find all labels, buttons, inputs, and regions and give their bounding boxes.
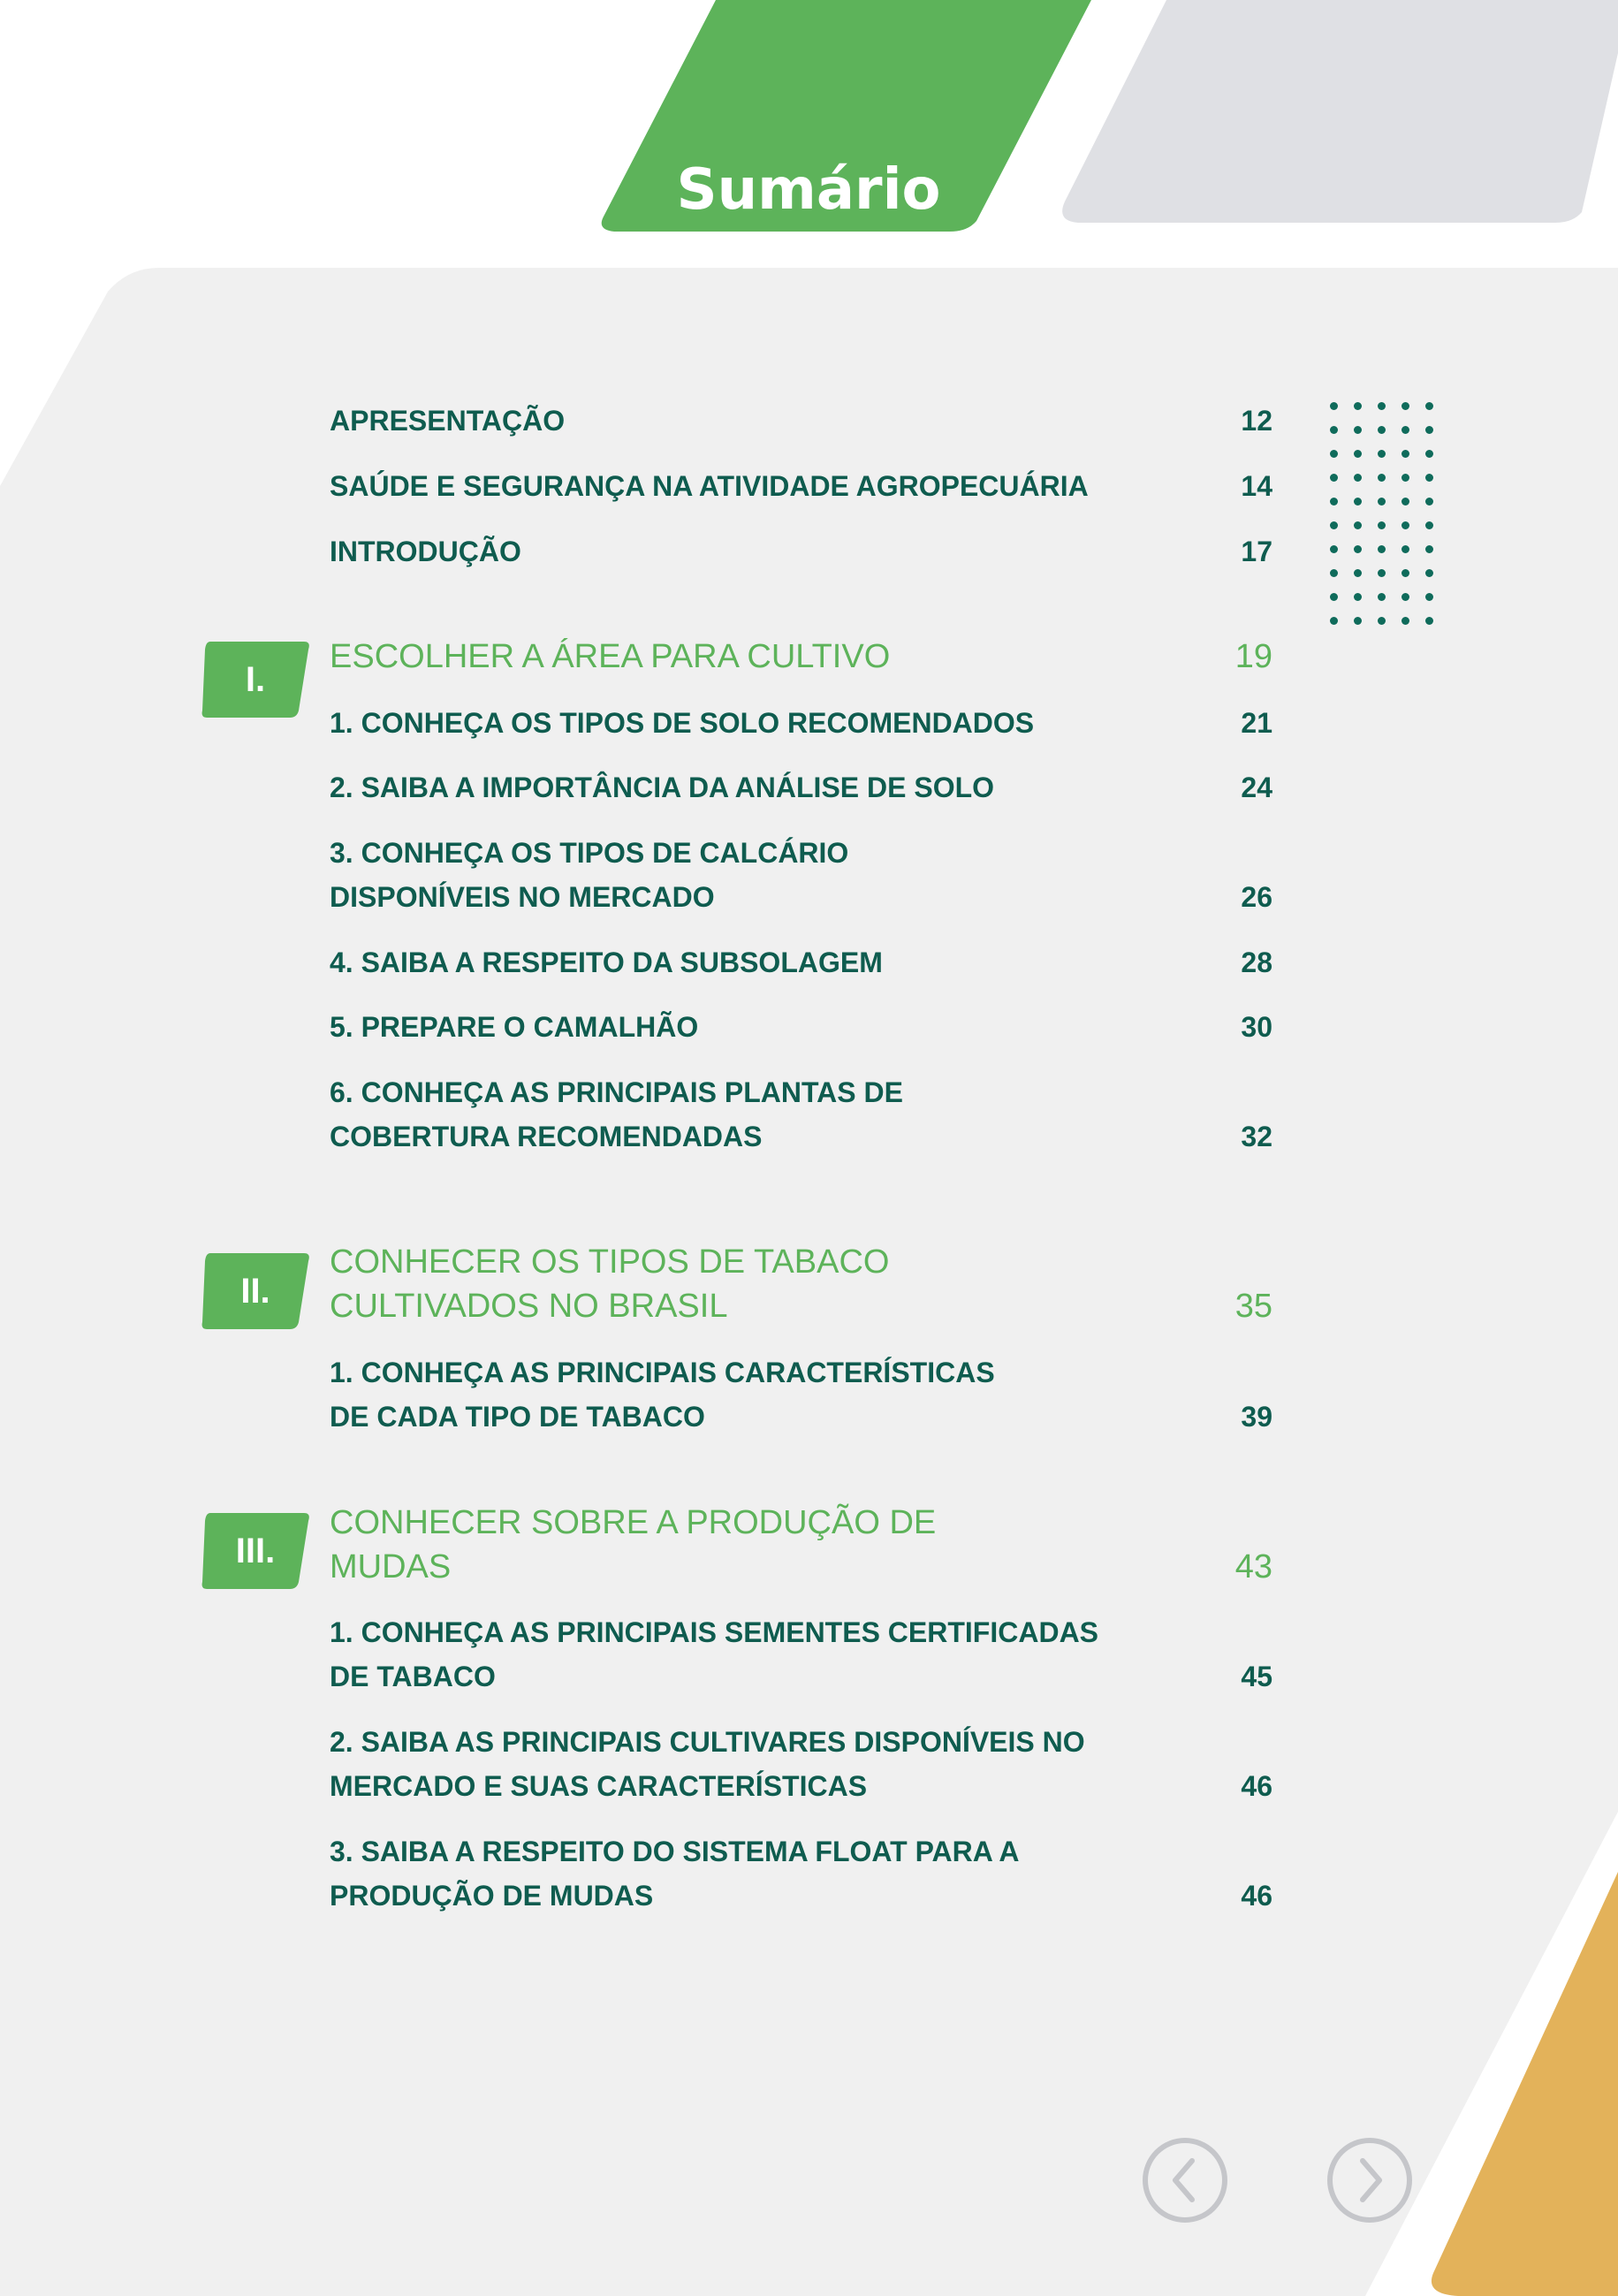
decor-dot <box>1354 498 1362 506</box>
toc-entry-saude-seguranca[interactable] <box>330 464 1272 508</box>
page-title: Sumário <box>676 157 941 223</box>
toc-entry-1-4[interactable] <box>330 940 1272 985</box>
toc-entry-label: INTRODUÇÃO <box>330 536 521 567</box>
toc-section-3[interactable] <box>330 1501 1272 1589</box>
toc-entry-label: 4. SAIBA A RESPEITO DA SUBSOLAGEM <box>330 947 883 978</box>
toc-entry-page: 14 <box>1241 470 1272 502</box>
decor-dot <box>1425 426 1433 434</box>
decor-dot <box>1402 498 1409 506</box>
toc-entry-page: 17 <box>1241 536 1272 567</box>
toc-entry-1-2[interactable] <box>330 765 1272 810</box>
decor-dot <box>1425 545 1433 553</box>
decor-dot <box>1425 569 1433 577</box>
toc-entry-page: 28 <box>1241 947 1272 978</box>
toc-entry-label: 1. CONHEÇA AS PRINCIPAIS CARACTERÍSTICAS DE CADA TIPO DE TABACO <box>330 1357 995 1433</box>
toc-section-page: 43 <box>1234 1548 1272 1585</box>
toc-entry-3-1[interactable] <box>330 1610 1272 1699</box>
toc-section-page: 19 <box>1234 638 1272 675</box>
toc-entry-label: 2. SAIBA A IMPORTÂNCIA DA ANÁLISE DE SOLO <box>330 772 995 803</box>
decor-dot <box>1330 402 1338 410</box>
toc-entry-2-1[interactable] <box>330 1350 1272 1439</box>
toc-entry-page: 39 <box>1241 1401 1272 1433</box>
decor-dot <box>1378 426 1386 434</box>
toc-section-1[interactable] <box>330 635 1272 679</box>
decor-dot <box>1354 426 1362 434</box>
decor-dot <box>1378 569 1386 577</box>
toc-entry-page: 46 <box>1241 1880 1272 1912</box>
toc-entry-page: 46 <box>1241 1770 1272 1802</box>
decor-dot <box>1378 617 1386 625</box>
toc-entry-label: 1. CONHEÇA AS PRINCIPAIS SEMENTES CERTIFICADAS DE TABACO <box>330 1616 1099 1692</box>
toc-section-title: ESCOLHER A ÁREA PARA CULTIVO <box>330 638 891 675</box>
decor-dot <box>1425 450 1433 458</box>
toc-entry-introducao[interactable] <box>330 529 1272 574</box>
toc-entry-page: 21 <box>1241 707 1272 739</box>
decor-dot <box>1402 426 1409 434</box>
toc-entry-page: 45 <box>1241 1661 1272 1692</box>
decor-dot <box>1425 617 1433 625</box>
toc-section-title: CONHECER SOBRE A PRODUÇÃO DE MUDAS <box>330 1504 937 1585</box>
decor-dot <box>1330 450 1338 458</box>
toc-entry-label: 5. PREPARE O CAMALHÃO <box>330 1011 699 1043</box>
dot-grid-decoration <box>1330 402 1436 625</box>
decor-dot <box>1330 569 1338 577</box>
decor-dot <box>1354 617 1362 625</box>
decor-dot <box>1330 545 1338 553</box>
decor-dot <box>1425 498 1433 506</box>
toc-entry-1-5[interactable] <box>330 1005 1272 1049</box>
toc-entry-3-3[interactable] <box>330 1829 1272 1918</box>
decor-dot <box>1378 593 1386 601</box>
toc-section-title: CONHECER OS TIPOS DE TABACO CULTIVADOS NO BRASIL <box>330 1243 890 1325</box>
decor-dot <box>1425 521 1433 529</box>
decor-dot <box>1330 474 1338 482</box>
decor-dot <box>1330 617 1338 625</box>
toc-entry-1-6[interactable] <box>330 1070 1272 1159</box>
toc-entry-label: 3. SAIBA A RESPEITO DO SISTEMA FLOAT PARA A PRODUÇÃO DE MUDAS <box>330 1836 1019 1912</box>
toc-entry-label: 6. CONHEÇA AS PRINCIPAIS PLANTAS DE COBERTURA RECOMENDADAS <box>330 1076 903 1152</box>
decor-dot <box>1330 593 1338 601</box>
decor-dot <box>1425 474 1433 482</box>
toc-section-page: 35 <box>1234 1288 1272 1325</box>
toc-entry-label: 2. SAIBA AS PRINCIPAIS CULTIVARES DISPONÍVEIS NO MERCADO E SUAS CARACTERÍSTICAS <box>330 1726 1085 1802</box>
chevron-left-icon <box>1142 2137 1228 2224</box>
decor-dot <box>1330 521 1338 529</box>
decor-dot <box>1378 545 1386 553</box>
decor-dot <box>1402 593 1409 601</box>
section-badge-1: I. <box>201 642 309 718</box>
decor-dot <box>1354 402 1362 410</box>
decor-dot <box>1402 474 1409 482</box>
previous-page-button[interactable] <box>1142 2137 1228 2224</box>
section-badge-3: III. <box>201 1513 309 1589</box>
toc-entry-1-1[interactable] <box>330 701 1272 745</box>
toc-entry-1-3[interactable] <box>330 831 1272 919</box>
decor-dot <box>1354 521 1362 529</box>
toc-entry-apresentacao[interactable] <box>330 399 1272 443</box>
chevron-right-icon <box>1326 2137 1413 2224</box>
toc-entry-page: 24 <box>1241 772 1272 803</box>
decor-dot <box>1378 498 1386 506</box>
decor-dot <box>1354 593 1362 601</box>
toc-entry-page: 26 <box>1241 881 1272 913</box>
decor-dot <box>1354 569 1362 577</box>
header-gray-tab <box>1062 0 1618 223</box>
decor-dot <box>1354 450 1362 458</box>
decor-dot <box>1378 402 1386 410</box>
toc-entry-label: 3. CONHEÇA OS TIPOS DE CALCÁRIO DISPONÍVEIS NO MERCADO <box>330 837 849 913</box>
decor-dot <box>1354 545 1362 553</box>
decor-dot <box>1330 426 1338 434</box>
toc-entry-label: SAÚDE E SEGURANÇA NA ATIVIDADE AGROPECUÁRIA <box>330 470 1089 502</box>
toc-entry-page: 30 <box>1241 1011 1272 1043</box>
decor-dot <box>1402 402 1409 410</box>
decor-dot <box>1402 545 1409 553</box>
toc-entry-label: 1. CONHEÇA OS TIPOS DE SOLO RECOMENDADOS <box>330 707 1035 739</box>
decor-dot <box>1378 474 1386 482</box>
toc-section-2[interactable] <box>330 1240 1272 1328</box>
toc-entry-3-2[interactable] <box>330 1720 1272 1808</box>
decor-dot <box>1425 402 1433 410</box>
decor-dot <box>1378 450 1386 458</box>
toc-entry-page: 32 <box>1241 1121 1272 1152</box>
toc-entry-page: 12 <box>1241 405 1272 437</box>
decor-dot <box>1402 569 1409 577</box>
decor-dot <box>1425 593 1433 601</box>
section-badge-2: II. <box>201 1253 309 1329</box>
next-page-button[interactable] <box>1326 2137 1413 2224</box>
decor-dot <box>1402 521 1409 529</box>
toc-entry-label: APRESENTAÇÃO <box>330 405 566 437</box>
decor-dot <box>1402 450 1409 458</box>
decor-dot <box>1330 498 1338 506</box>
decor-dot <box>1378 521 1386 529</box>
decor-dot <box>1402 617 1409 625</box>
decor-dot <box>1354 474 1362 482</box>
